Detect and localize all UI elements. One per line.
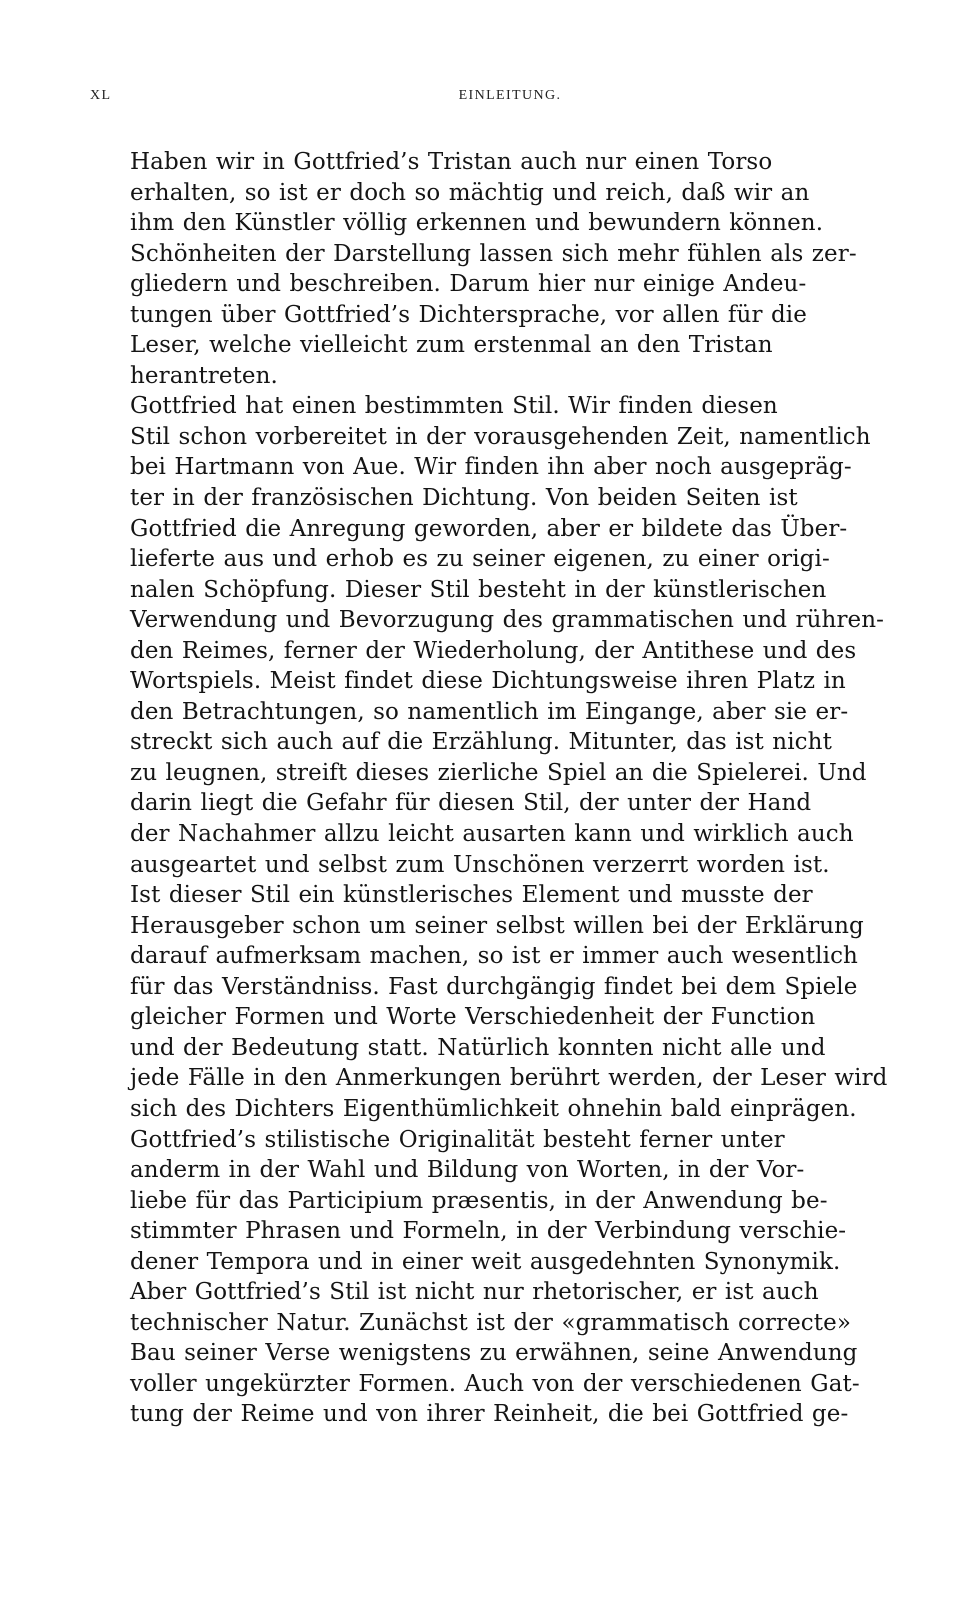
- text-line: technischer Natur. Zunächst ist der «grammatisch correcte»: [130, 1309, 852, 1336]
- text-line: zu leugnen, streift dieses zierliche Spiel an die Spielerei. Und: [130, 759, 867, 786]
- running-title: EINLEITUNG.: [458, 88, 562, 103]
- text-line: den Betrachtungen, so namentlich im Eingange, aber sie er-: [130, 698, 849, 725]
- text-line: Gottfried hat einen bestimmten Stil. Wir finden diesen: [130, 393, 778, 420]
- text-line: anderm in der Wahl und Bildung von Worten, in der Vor-: [130, 1157, 805, 1184]
- page-number: XL: [90, 88, 112, 103]
- body-text: [90, 147, 888, 1430]
- text-line: den Reimes, ferner der Wiederholung, der Antithese und des: [130, 637, 857, 664]
- text-line: Aber Gottfried’s Stil ist nicht nur rhetorischer, er ist auch: [130, 1279, 819, 1306]
- text-line: gliedern und beschreiben. Darum hier nur einige Andeu-: [130, 271, 807, 298]
- text-line: dener Tempora und in einer weit ausgedehnten Synonymik.: [130, 1248, 841, 1275]
- text-line: sich des Dichters Eigenthümlichkeit ohnehin bald einprägen.: [130, 1095, 857, 1122]
- text-line: Ist dieser Stil ein künstlerisches Element und musste der: [130, 882, 813, 909]
- text-line: Bau seiner Verse wenigstens zu erwähnen, seine Anwendung: [130, 1340, 858, 1367]
- text-line: Haben wir in Gottfried’s Tristan auch nur einen Torso: [130, 149, 773, 175]
- text-line: gleicher Formen und Worte Verschiedenheit der Function: [130, 1004, 816, 1031]
- paragraph-4: [90, 1125, 847, 1278]
- text-line: tungen über Gottfried’s Dichtersprache, vor allen für die: [130, 301, 807, 328]
- paragraph-1: [90, 147, 857, 391]
- paragraph-3: [90, 880, 888, 1124]
- text-line: ausgeartet und selbst zum Unschönen verzerrt worden ist.: [130, 851, 830, 878]
- text-line: darauf aufmerksam machen, so ist er immer auch wesentlich: [130, 943, 858, 970]
- text-line: und der Bedeutung statt. Natürlich konnten nicht alle und: [130, 1034, 826, 1061]
- text-line: tung der Reime und von ihrer Reinheit, die bei Gottfried ge-: [130, 1401, 849, 1428]
- running-head: [90, 88, 842, 108]
- text-line: ihm den Künstler völlig erkennen und bewundern können.: [130, 210, 824, 237]
- text-line: bei Hartmann von Aue. Wir finden ihn aber noch ausgepräg-: [130, 454, 852, 481]
- text-line: streckt sich auch auf die Erzählung. Mitunter, das ist nicht: [130, 729, 832, 756]
- text-line: Gottfried die Anregung geworden, aber er bildete das Über-: [130, 515, 848, 542]
- text-line: ter in der französischen Dichtung. Von beiden Seiten ist: [130, 485, 798, 512]
- text-line: stimmter Phrasen und Formeln, in der Verbindung verschie-: [130, 1218, 847, 1245]
- text-line: erhalten, so ist er doch so mächtig und reich, daß wir an: [130, 179, 810, 206]
- text-line: für das Verständniss. Fast durchgängig findet bei dem Spiele: [130, 973, 858, 1000]
- text-line: Herausgeber schon um seiner selbst willen bei der Erklärung: [130, 912, 864, 939]
- text-line: lieferte aus und erhob es zu seiner eigenen, zu einer origi-: [130, 546, 830, 573]
- text-line: Wortspiels. Meist findet diese Dichtungsweise ihren Platz in: [130, 668, 846, 695]
- text-line: Verwendung und Bevorzugung des grammatischen und rühren-: [130, 607, 885, 634]
- paragraph-2: [90, 391, 885, 880]
- text-line: Schönheiten der Darstellung lassen sich mehr fühlen als zer-: [130, 240, 857, 267]
- text-line: darin liegt die Gefahr für diesen Stil, der unter der Hand: [130, 790, 812, 817]
- text-line: Leser, welche vielleicht zum erstenmal an den Tristan: [130, 332, 773, 359]
- paragraph-5: [90, 1277, 860, 1430]
- text-line: voller ungekürzter Formen. Auch von der verschiedenen Gat-: [130, 1370, 860, 1397]
- text-line: nalen Schöpfung. Dieser Stil besteht in der künstlerischen: [130, 576, 827, 603]
- text-line: der Nachahmer allzu leicht ausarten kann und wirklich auch: [130, 821, 854, 848]
- text-line: herantreten.: [130, 362, 278, 389]
- text-line: jede Fälle in den Anmerkungen berührt werden, der Leser wird: [130, 1065, 888, 1092]
- text-line: Stil schon vorbereitet in der vorausgehenden Zeit, namentlich: [130, 423, 871, 450]
- text-line: liebe für das Participium præsentis, in der Anwendung be-: [130, 1187, 828, 1214]
- text-line: Gottfried’s stilistische Originalität besteht ferner unter: [130, 1126, 785, 1153]
